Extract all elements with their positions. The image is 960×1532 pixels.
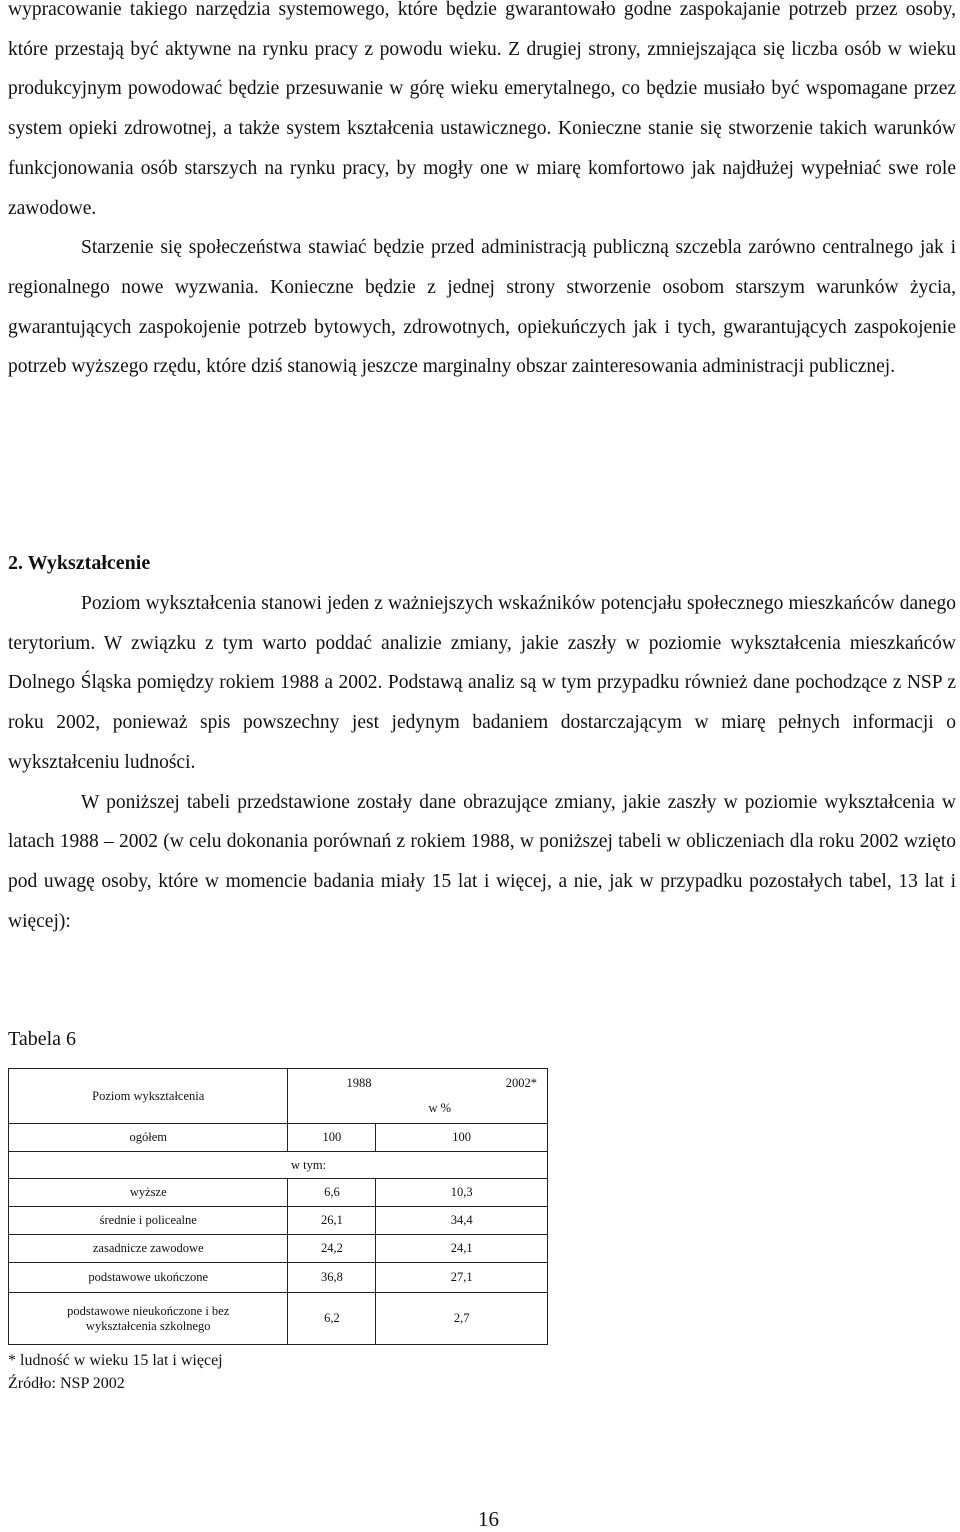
table-row: [9, 1207, 548, 1235]
table-label: Tabela 6: [8, 1028, 77, 1050]
paragraph-aging-intro: [8, 0, 956, 387]
table-subheader-row: [9, 1152, 548, 1179]
row-label: podstawowe nieukończone i bez wykształcenia szkolnego: [9, 1293, 288, 1345]
paragraph-1-text: wypracowanie takiego narzędzia systemowego, które będzie gwarantowało godne zaspokajanie potrzeb przez osoby, które przestają być aktywne na rynku pracy z powodu wieku. Z drugiej strony, zmniejszająca się liczba osób w wieku produkcyjnym powodować będzie przesuwanie w górę wieku emerytalnego, co będzie musiało być wspomagane przez system opieki zdrowotnej, a także system kształcenia ustawicznego. Konieczne stanie się stworzenie takich warunków funkcjonowania osób starszych na rynku pracy, by mogły one w miarę komfortowo jak najdłużej wypełniać swe role zawodowe.: [8, 0, 956, 219]
cell-2002: 2,7: [376, 1293, 548, 1345]
paragraph-2-text: Starzenie się społeczeństwa stawiać będzie przed administracją publiczną szczebla zarówno centralnego jak i regionalnego nowe wyzwania. Konieczne będzie z jednej strony stworzenie osobom starszym warunków życia, gwarantujących zaspokojenie potrzeb bytowych, zdrowotnych, opiekuńczych jak i tych, gwarantujących zaspokojenie potrzeb wyższego rzędu, które dziś stanowią jeszcze marginalny obszar zainteresowania administracji publicznej.: [8, 237, 956, 378]
table-row: [9, 1293, 548, 1345]
paragraph-3-text: Poziom wykształcenia stanowi jeden z ważniejszych wskaźników potencjału społecznego mieszkańców danego terytorium. W związku z tym warto poddać analizie zmiany, jakie zaszły w poziomie wykształcenia mieszkańców Dolnego Śląska pomiędzy rokiem 1988 a 2002. Podstawą analiz są w tym przypadku również dane pochodzące z NSP z roku 2002, ponieważ spis powszechny jest jedynym badaniem dostarczającym w miarę pełnych informacji o wykształceniu ludności.: [8, 593, 956, 773]
cell-1988: 6,6: [288, 1179, 376, 1207]
cell-1988: 100: [288, 1124, 376, 1152]
row-label: podstawowe ukończone: [9, 1263, 288, 1293]
header-level: Poziom wykształcenia: [9, 1069, 288, 1124]
footnote: * ludność w wieku 15 lat i więcej: [8, 1352, 223, 1369]
header-year-1988: 1988: [346, 1076, 372, 1090]
header-unit: w %: [428, 1101, 452, 1115]
paragraph-4-text: W poniższej tabeli przedstawione zostały dane obrazujące zmiany, jakie zaszły w poziomie wykształcenia w latach 1988 – 2002 (w celu dokonania porównań z rokiem 1988, w poniższej tabeli w obliczeniach dla roku 2002 wzięto pod uwagę osoby, które w momencie badania miały 15 lat i więcej, a nie, jak w przypadku pozostałych tabel, 13 lat i więcej):: [8, 791, 956, 932]
table-row-total: [9, 1124, 548, 1152]
row-label: średnie i policealne: [9, 1207, 288, 1235]
table-notes: [8, 1349, 223, 1395]
source-note: Źródło: NSP 2002: [8, 1375, 125, 1392]
page-number: 16: [478, 1507, 499, 1531]
cell-1988: 36,8: [288, 1263, 376, 1293]
cell-2002: 27,1: [376, 1263, 548, 1293]
row-label: wyższe: [9, 1179, 288, 1207]
cell-2002: 10,3: [376, 1179, 548, 1207]
cell-2002: 100: [376, 1124, 548, 1152]
cell-2002: 34,4: [376, 1207, 548, 1235]
cell-1988: 24,2: [288, 1235, 376, 1263]
table-header-row: [9, 1069, 548, 1124]
subheader-w-tym: w tym:: [9, 1152, 548, 1179]
education-table: [8, 1068, 548, 1345]
table-row: [9, 1263, 548, 1293]
education-section: [8, 584, 956, 941]
cell-1988: 26,1: [288, 1207, 376, 1235]
row-label: ogółem: [9, 1124, 288, 1152]
cell-1988: 6,2: [288, 1293, 376, 1345]
table-row: [9, 1179, 548, 1207]
section-heading: 2. Wykształcenie: [8, 552, 151, 574]
table-row: [9, 1235, 548, 1263]
header-year-2002: 2002*: [505, 1076, 537, 1090]
row-label: zasadnicze zawodowe: [9, 1235, 288, 1263]
cell-2002: 24,1: [376, 1235, 548, 1263]
header-years-cell: [288, 1069, 548, 1124]
